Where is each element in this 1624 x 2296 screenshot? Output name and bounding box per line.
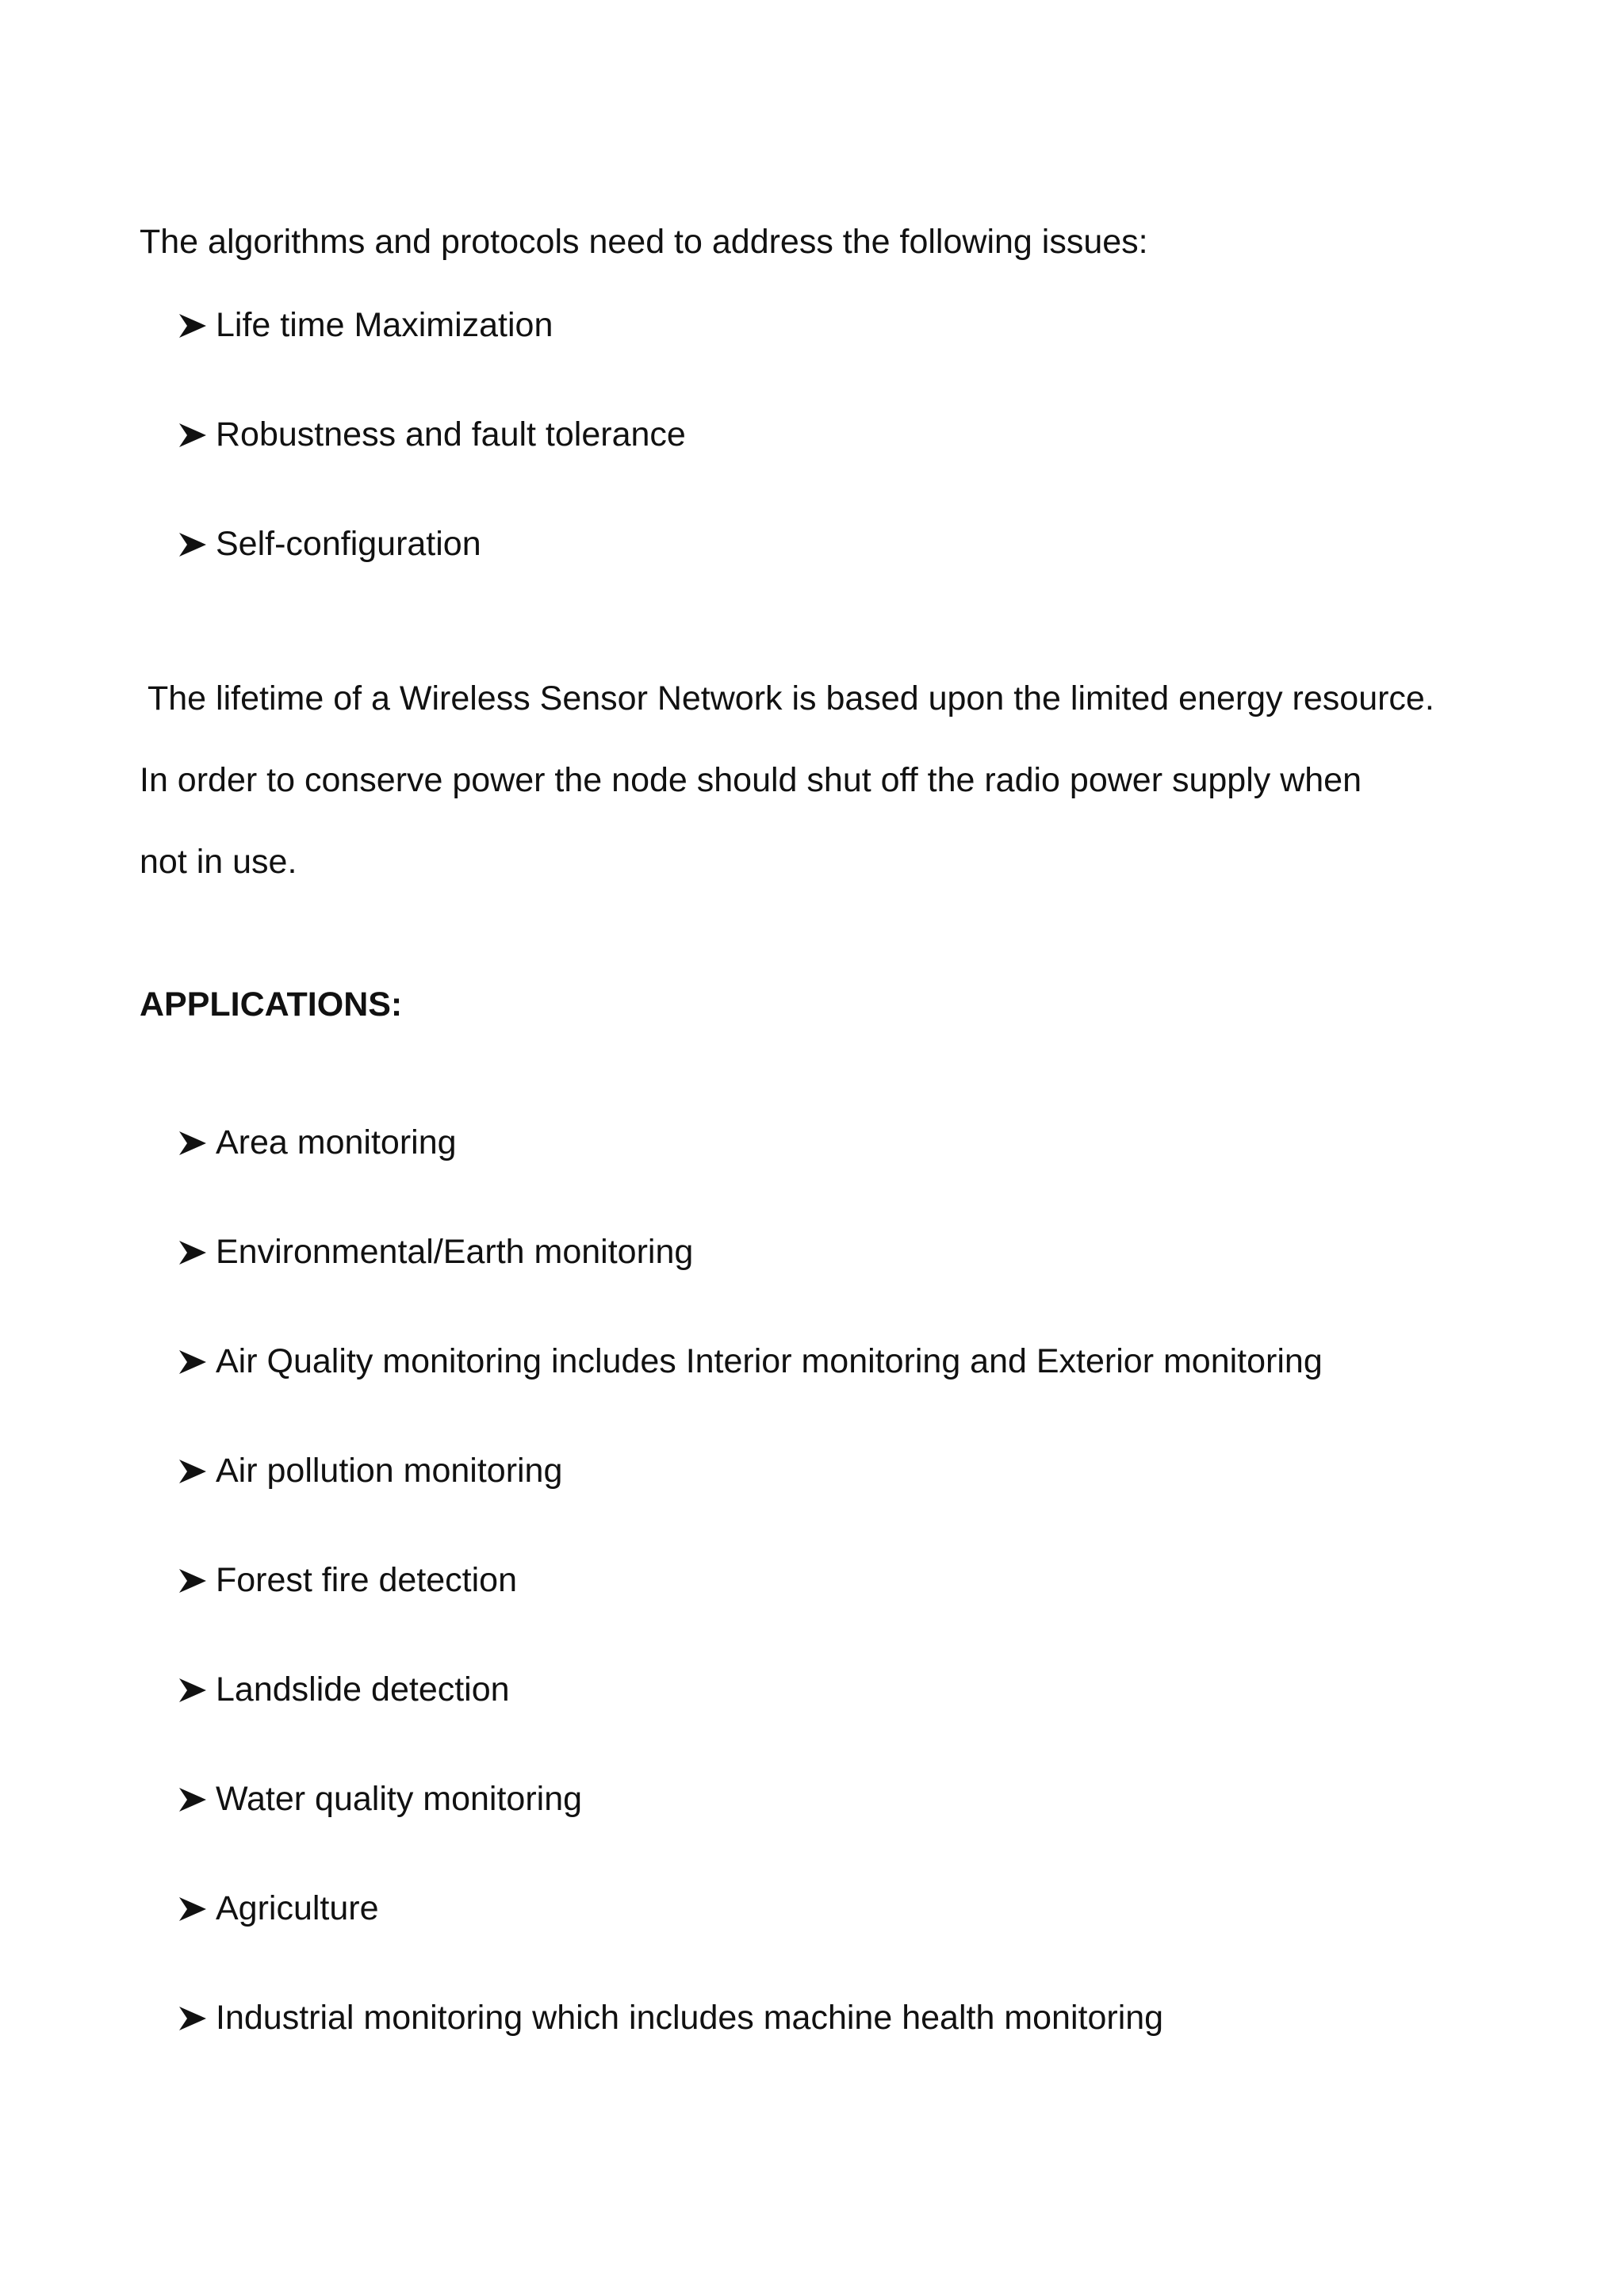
list-item-application bbox=[176, 1670, 510, 1711]
list-item-application bbox=[176, 1341, 1323, 1383]
paragraph-line: In order to conserve power the node should shut off the radio power supply when bbox=[140, 761, 1362, 799]
arrow-bullet-icon bbox=[176, 419, 209, 452]
list-item-issue bbox=[176, 415, 686, 456]
arrow-bullet-icon bbox=[176, 1345, 209, 1379]
list-item-application bbox=[176, 1232, 693, 1273]
application-label: Air Quality monitoring includes Interior monitoring and Exterior monitoring bbox=[216, 1342, 1323, 1380]
intro-text: The algorithms and protocols need to address the following issues: bbox=[140, 223, 1148, 261]
issue-label: Robustness and fault tolerance bbox=[216, 415, 686, 453]
arrow-bullet-icon bbox=[176, 1783, 209, 1816]
list-item-application bbox=[176, 1888, 379, 1930]
paragraph-line: not in use. bbox=[140, 843, 297, 881]
arrow-bullet-icon bbox=[176, 528, 209, 561]
application-label: Industrial monitoring which includes machine health monitoring bbox=[216, 1999, 1164, 2037]
application-label: Forest fire detection bbox=[216, 1561, 518, 1599]
paragraph-line: The lifetime of a Wireless Sensor Network is based upon the limited energy resource. bbox=[147, 679, 1434, 718]
applications-heading: APPLICATIONS: bbox=[140, 985, 403, 1024]
list-item-application bbox=[176, 1779, 582, 1820]
application-label: Air pollution monitoring bbox=[216, 1452, 563, 1490]
list-item-issue bbox=[176, 524, 481, 565]
application-label: Environmental/Earth monitoring bbox=[216, 1233, 694, 1271]
issue-label: Self-configuration bbox=[216, 525, 481, 563]
application-label: Agriculture bbox=[216, 1889, 379, 1927]
arrow-bullet-icon bbox=[176, 1236, 209, 1269]
arrow-bullet-icon bbox=[176, 309, 209, 342]
list-item-application bbox=[176, 1451, 562, 1492]
arrow-bullet-icon bbox=[176, 1564, 209, 1598]
arrow-bullet-icon bbox=[176, 1674, 209, 1707]
application-label: Landslide detection bbox=[216, 1670, 510, 1709]
list-item-application bbox=[176, 1123, 457, 1164]
list-item-application bbox=[176, 1560, 517, 1601]
application-label: Area monitoring bbox=[216, 1123, 457, 1161]
arrow-bullet-icon bbox=[176, 1455, 209, 1488]
arrow-bullet-icon bbox=[176, 1127, 209, 1160]
arrow-bullet-icon bbox=[176, 2002, 209, 2035]
lifetime-paragraph bbox=[140, 658, 1519, 903]
list-item-application bbox=[176, 1998, 1163, 2039]
issue-label: Life time Maximization bbox=[216, 306, 553, 344]
arrow-bullet-icon bbox=[176, 1892, 209, 1926]
application-label: Water quality monitoring bbox=[216, 1780, 583, 1818]
list-item-issue bbox=[176, 305, 553, 346]
